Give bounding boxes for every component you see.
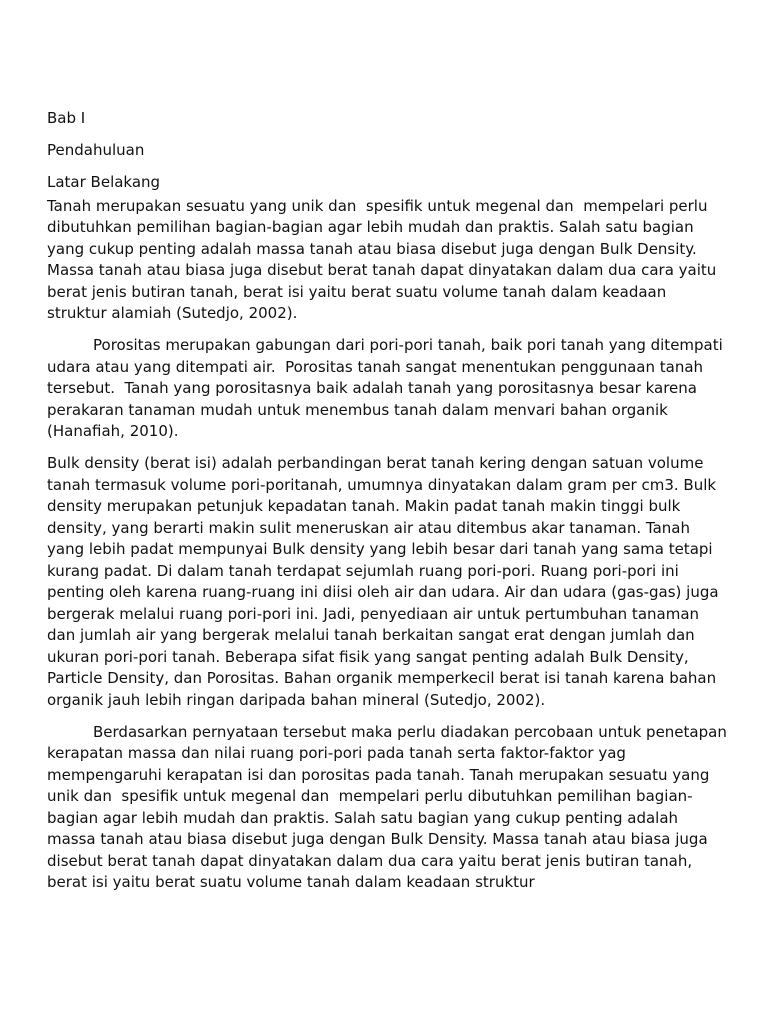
paragraph-1: Tanah merupakan sesuatu yang unik dan spesifik untuk megenal dan mempelari perlu dibutuhkan pemilihan bagian-bagian agar lebih mudah dan praktis. Salah satu bagian yang cukup penting adalah massa tanah atau biasa disebut juga dengan Bulk Density. Massa tanah atau biasa juga disebut berat tanah dapat dinyatakan dalam dua cara yaitu berat jenis butiran tanah, berat isi yaitu berat suatu volume tanah dalam keadaan struktur alamiah (Sutedjo, 2002).: [47, 196, 722, 322]
paragraph-4: Berdasarkan pernyataan tersebut maka perlu diadakan percobaan untuk penetapan kerapatan massa dan nilai ruang pori-pori pada tanah serta faktor-faktor yag mempengaruhi kerapatan isi dan porositas pada tanah. Tanah merupakan sesuatu yang unik dan spesifik untuk megenal dan mempelari perlu dibutuhkan pemilihan bagian-bagian agar lebih mudah dan praktis. Salah satu bagian yang cukup penting adalah massa tanah atau biasa disebut juga dengan Bulk Density. Massa tanah atau biasa juga disebut berat tanah dapat dinyatakan dalam dua cara yaitu berat jenis butiran tanah, berat isi yaitu berat suatu volume tanah dalam keadaan struktur: [47, 722, 732, 891]
paragraph-3: Bulk density (berat isi) adalah perbandingan berat tanah kering dengan satuan volume tanah termasuk volume pori-poritanah, umumnya dinyatakan dalam gram per cm3. Bulk density merupakan petunjuk kepadatan tanah. Makin padat tanah makin tinggi bulk density, yang berarti makin sulit meneruskan air atau ditembus akar tanaman. Tanah yang lebih padat mempunyai Bulk density yang lebih besar dari tanah yang sama tetapi kurang padat. Di dalam tanah terdapat sejumlah ruang pori-pori. Ruang pori-pori ini penting oleh karena ruang-ruang ini diisi oleh air dan udara. Air dan udara (gas-gas) juga bergerak melalui ruang pori-pori ini. Jadi, penyediaan air untuk pertumbuhan tanaman dan jumlah air yang bergerak melalui tanah berkaitan sangat erat dengan jumlah dan ukuran pori-pori tanah. Beberapa sifat fisik yang sangat penting adalah Bulk Density, Particle Density, dan Porositas. Bahan organik memperkecil berat isi tanah karena bahan organik jauh lebih ringan daripada bahan mineral (Sutedjo, 2002).: [47, 454, 724, 709]
section-title: Latar Belakang: [47, 173, 161, 191]
document-page: [47, 108, 732, 904]
paragraph-2: Porositas merupakan gabungan dari pori-pori tanah, baik pori tanah yang ditempati udara atau yang ditempati air. Porositas tanah sangat menentukan penggunaan tanah tersebut. Tanah yang porositasnya baik adalah tanah yang porositasnya besar karena perakaran tanaman mudah untuk menembus tanah dalam menvari bahan organik (Hanafiah, 2010).: [47, 336, 728, 440]
chapter-label: Bab I: [47, 109, 86, 127]
chapter-title: Pendahuluan: [47, 141, 145, 159]
